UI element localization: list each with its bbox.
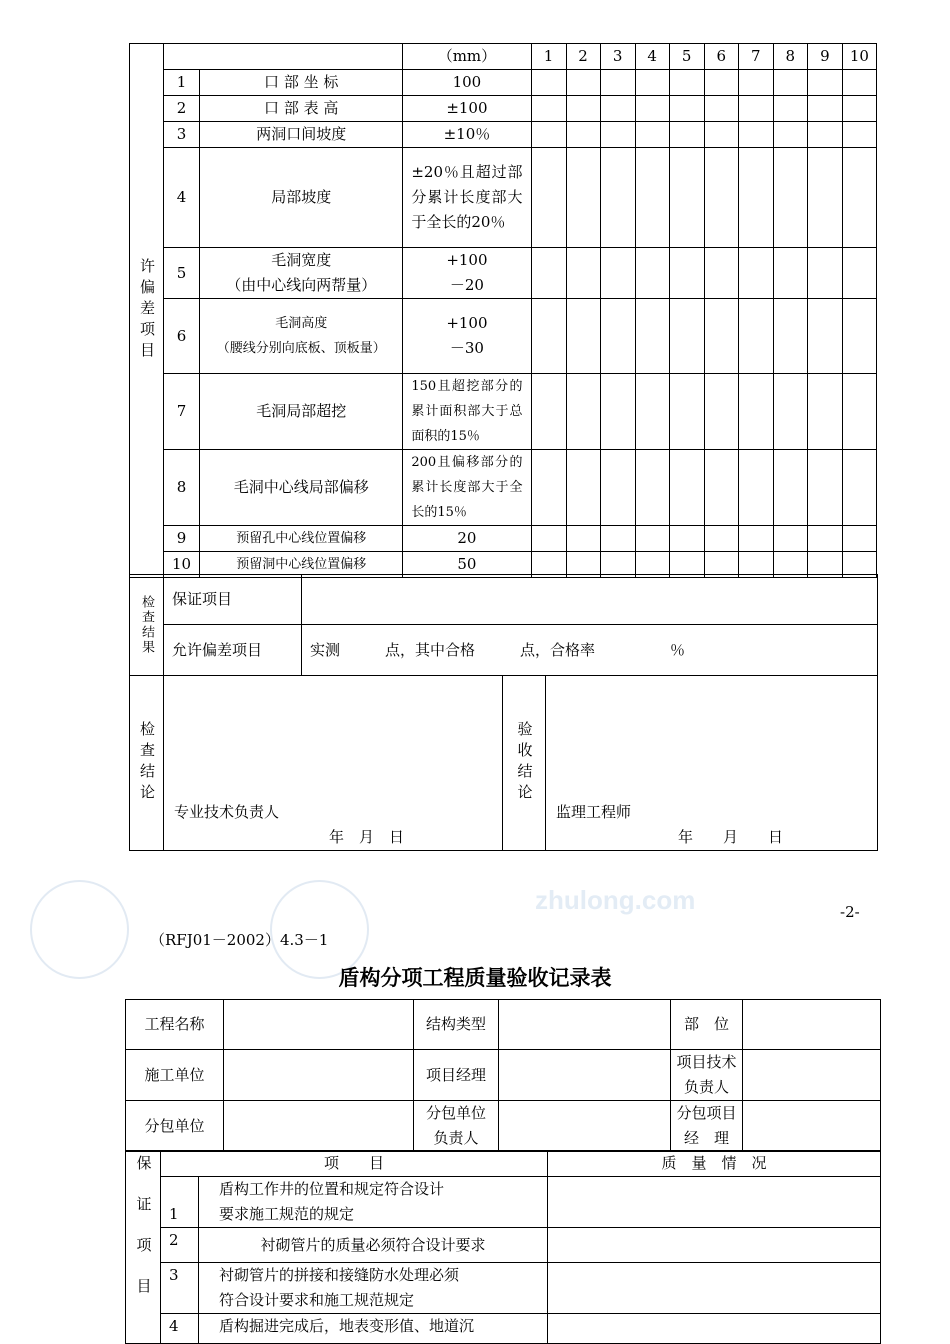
tech-lead-line1: 项目技术	[676, 1053, 737, 1071]
check-result-label	[130, 575, 164, 676]
guarantee-label: 保证项目	[164, 575, 302, 625]
table-row	[126, 1314, 881, 1344]
row-tolerance: ±10％	[403, 122, 531, 148]
row-name-line2: （腰线分别向底板、顶板量）	[216, 341, 386, 356]
structure-type-value[interactable]	[499, 1000, 671, 1050]
item-text-line2: 要求施工规范的规定	[219, 1205, 355, 1223]
tech-lead-line2: 负责人	[683, 1078, 729, 1096]
point-header: 8	[773, 44, 807, 70]
table-row	[130, 248, 877, 299]
row-number: 2	[164, 96, 200, 122]
row-tolerance-line1: +100	[446, 314, 488, 332]
location-value[interactable]	[743, 1000, 881, 1050]
row-tolerance: 100	[403, 70, 531, 96]
page-number: -2-	[840, 903, 860, 921]
conclusion-label-cell	[130, 676, 164, 851]
item-number: 2	[161, 1228, 199, 1263]
page-title: 盾构分项工程质量验收记录表	[338, 966, 612, 990]
doc-code: （RFJ01－2002）4.3－1	[150, 931, 329, 949]
allowed-label: 允许偏差项目	[164, 625, 302, 676]
side-label-cell	[130, 44, 164, 578]
row-number: 9	[164, 526, 200, 552]
item-text-line1: 衬砌管片的拼接和接缝防水处理必须	[219, 1266, 460, 1284]
point-header: 7	[738, 44, 773, 70]
table-row	[126, 1228, 881, 1263]
row-name: 口 部 坐 标	[200, 70, 403, 96]
row-number: 5	[164, 248, 200, 299]
row-tolerance: 150且超挖部分的累计面积部大于总面积的15％	[403, 374, 531, 450]
row-name	[200, 299, 403, 374]
row-name: 毛洞局部超挖	[200, 374, 403, 450]
row-name: 两洞口间坡度	[200, 122, 403, 148]
row-number: 4	[164, 148, 200, 248]
deviation-table	[129, 43, 877, 578]
row-number: 8	[164, 450, 200, 526]
row-tolerance: 200且偏移部分的累计长度部大于全长的15％	[403, 450, 531, 526]
unit-header: （mm）	[403, 44, 531, 70]
conclusion-label: 检查结论	[138, 721, 156, 805]
sub-unit-lead-line1: 分包单位	[425, 1104, 486, 1122]
point-header: 6	[704, 44, 738, 70]
item-text	[199, 1177, 548, 1228]
guarantee-side-label: 保证项目	[134, 1155, 153, 1319]
check-result-text: 检查结果	[139, 595, 154, 655]
date2-label: 年 月 日	[678, 828, 784, 846]
sub-unit-value[interactable]	[224, 1101, 414, 1152]
row-name-line1: 毛洞宽度	[271, 251, 332, 269]
sub-pm-value[interactable]	[743, 1101, 881, 1152]
structure-type-label: 结构类型	[414, 1000, 499, 1050]
item-number: 1	[161, 1177, 199, 1228]
project-manager-label: 项目经理	[414, 1050, 499, 1101]
row-number: 6	[164, 299, 200, 374]
row-name: 局部坡度	[200, 148, 403, 248]
info-table	[125, 999, 881, 1152]
point-header: 1	[531, 44, 566, 70]
item-text: 衬砌管片的质量必须符合设计要求	[199, 1228, 548, 1263]
side-label: 许偏差项目	[138, 258, 157, 363]
project-name-label: 工程名称	[126, 1000, 224, 1050]
conclusion-table	[129, 675, 878, 851]
point-header: 3	[600, 44, 635, 70]
quality-value[interactable]	[548, 1177, 881, 1228]
guarantee-value	[302, 575, 878, 625]
item-text	[199, 1263, 548, 1314]
table-row	[130, 70, 877, 96]
row-name	[200, 248, 403, 299]
table-row	[130, 122, 877, 148]
point-header: 5	[669, 44, 704, 70]
row-tolerance: 50	[403, 552, 531, 578]
tech-person-label: 专业技术负责人	[174, 803, 280, 821]
row-tolerance	[403, 299, 531, 374]
row-tolerance-line2: －30	[449, 339, 484, 357]
item-header: 项 目	[161, 1151, 548, 1177]
conclusion-cell	[164, 676, 503, 851]
allowed-text: 实测 点，其中合格 点，合格率 ％	[302, 625, 878, 676]
table-row	[130, 148, 877, 248]
quality-header: 质 量 情 况	[548, 1151, 881, 1177]
project-manager-value[interactable]	[499, 1050, 671, 1101]
construction-unit-label: 施工单位	[126, 1050, 224, 1101]
item-text: 盾构掘进完成后，地表变形值、地道沉	[199, 1314, 548, 1344]
guarantee-side-label-cell	[126, 1151, 161, 1344]
row-name: 预留洞中心线位置偏移	[200, 552, 403, 578]
location-label: 部 位	[671, 1000, 743, 1050]
quality-value[interactable]	[548, 1263, 881, 1314]
table-row	[130, 299, 877, 374]
row-name-line1: 毛洞高度	[275, 316, 328, 331]
tech-lead-label	[671, 1050, 743, 1101]
row-number: 3	[164, 122, 200, 148]
item-text-line1: 盾构工作井的位置和规定符合设计	[219, 1180, 445, 1198]
table-row	[126, 1177, 881, 1228]
table-row	[126, 1263, 881, 1314]
supervisor-label: 监理工程师	[556, 803, 632, 821]
sub-pm-line1: 分包项目	[676, 1104, 737, 1122]
point-header: 10	[842, 44, 876, 70]
sub-pm-line2: 经 理	[683, 1129, 729, 1147]
project-name-value[interactable]	[224, 1000, 414, 1050]
row-tolerance	[403, 248, 531, 299]
item-number: 3	[161, 1263, 199, 1314]
row-tolerance: ±20％且超过部分累计长度部大于全长的20％	[403, 148, 531, 248]
row-tolerance-line2: －20	[449, 276, 484, 294]
item-number: 4	[161, 1314, 199, 1344]
table-row	[130, 450, 877, 526]
point-header: 9	[807, 44, 842, 70]
date-label: 年 月 日	[329, 828, 405, 846]
sub-unit-lead-value[interactable]	[499, 1101, 671, 1152]
table-row	[130, 96, 877, 122]
sub-pm-label	[671, 1101, 743, 1152]
table-row	[130, 526, 877, 552]
sub-unit-label: 分包单位	[126, 1101, 224, 1152]
point-header: 2	[566, 44, 600, 70]
item-text-line2: 符合设计要求和施工规范规定	[219, 1291, 415, 1309]
accept-label-cell	[503, 676, 546, 851]
point-header: 4	[635, 44, 669, 70]
construction-unit-value[interactable]	[224, 1050, 414, 1101]
accept-label: 验收结论	[515, 721, 534, 805]
accept-cell	[546, 676, 878, 851]
row-number: 7	[164, 374, 200, 450]
watermark-text: zhulong.com	[535, 885, 696, 915]
row-number: 10	[164, 552, 200, 578]
row-name-line2: （由中心线向两帮量）	[226, 276, 377, 294]
row-name: 口 部 表 高	[200, 96, 403, 122]
guarantee-table	[125, 1150, 881, 1344]
row-number: 1	[164, 70, 200, 96]
table-row	[130, 374, 877, 450]
row-tolerance-line1: +100	[446, 251, 488, 269]
sub-unit-lead-label	[414, 1101, 499, 1152]
row-name: 预留孔中心线位置偏移	[200, 526, 403, 552]
sub-unit-lead-line2: 负责人	[433, 1129, 479, 1147]
quality-value[interactable]	[548, 1228, 881, 1263]
quality-value[interactable]	[548, 1314, 881, 1344]
tech-lead-value[interactable]	[743, 1050, 881, 1101]
row-tolerance: ±100	[403, 96, 531, 122]
row-name: 毛洞中心线局部偏移	[200, 450, 403, 526]
check-result-table	[129, 574, 878, 676]
row-tolerance: 20	[403, 526, 531, 552]
